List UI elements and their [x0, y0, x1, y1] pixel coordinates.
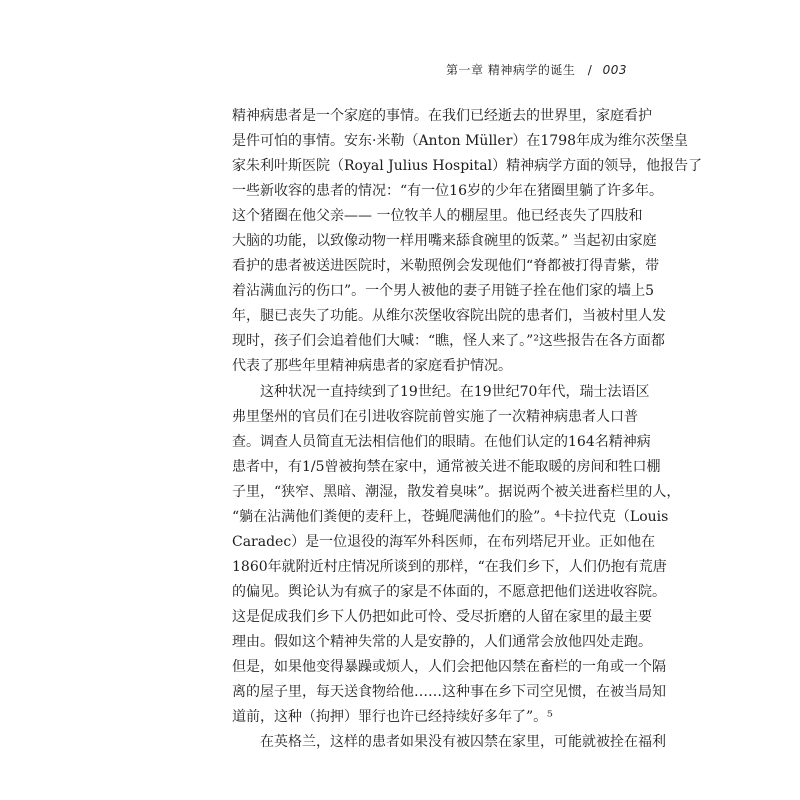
chapter-label: 第一章: [446, 63, 484, 77]
text-line: 精神病患者是一个家庭的事情。在我们已经逝去的世界里，家庭看护: [232, 108, 652, 124]
text-line: 这是促成我们乡下人仍把如此可怜、受尽折磨的人留在家里的最主要: [232, 608, 652, 625]
text-line: 道前，这种（拘押）罪行也许已经持续好多年了”。⁵: [232, 709, 553, 726]
chapter-title: 精神病学的诞生: [487, 63, 576, 77]
text-line: 代表了那些年里精神病患者的家庭看护情况。: [232, 358, 512, 375]
page-number: 003: [602, 63, 627, 77]
text-line: Caradec）是一位退役的海军外科医师，在布列塔尼开业。正如他在: [232, 533, 656, 550]
text-line: 家朱利叶斯医院（Royal Julius Hospital）精神病学方面的领导，他报告了: [232, 158, 703, 175]
text-line: 但是，如果他变得暴躁或烦人，人们会把他囚禁在畜栏的一角或一个隔: [232, 659, 666, 676]
header-separator: /: [587, 63, 593, 77]
body-text: [232, 104, 703, 755]
text-line: 查。调查人员简直无法相信他们的眼睛。在他们认定的164名精神病: [232, 433, 651, 450]
text-line: 的偏见。舆论认为有疯子的家是不体面的，不愿意把他们送进收容院。: [232, 583, 666, 600]
text-line: 弗里堡州的官员们在引进收容院前曾实施了一次精神病患者人口普: [232, 408, 638, 425]
text-line: “躺在沾满他们粪便的麦秆上，苍蝇爬满他们的脸”。⁴卡拉代克（Louis: [232, 508, 669, 525]
text-line: 1860年就附近村庄情况所谈到的那样，“在我们乡下，人们仍抱有荒唐: [232, 558, 667, 575]
running-header: [446, 61, 627, 78]
text-line: 这种状况一直持续到了19世纪。在19世纪70年代，瑞士法语区: [260, 383, 650, 400]
text-line: 着沾满血污的伤口”。一个男人被他的妻子用链子拴在他们家的墙上5: [232, 283, 655, 300]
text-line: 年，腿已丧失了功能。从维尔茨堡收容院出院的患者们，当被村里人发: [232, 308, 666, 325]
text-line: 看护的患者被送进医院时，米勒照例会发现他们“脊都被打得青紫，带: [232, 258, 660, 275]
text-line: 一些新收容的患者的情况：“有一位16岁的少年在猪圈里躺了许多年。: [232, 183, 663, 200]
text-line: 大脑的功能，以致像动物一样用嘴来舔食碗里的饭菜。” 当起初由家庭: [232, 233, 657, 250]
text-line: 在英格兰，这样的患者如果没有被囚禁在家里，可能就被拴在福利: [260, 734, 666, 751]
text-line: 患者中，有1/5曾被拘禁在家中，通常被关进不能取暖的房间和牲口棚: [232, 458, 661, 475]
text-line: 离的屋子里，每天送食物给他……这种事在乡下司空见惯，在被当局知: [232, 684, 666, 701]
text-line: 现时，孩子们会追着他们大喊：“瞧，怪人来了。”²这些报告在各方面都: [232, 333, 665, 350]
text-line: 子里，“狭窄、黑暗、潮湿，散发着臭味”。据说两个被关进畜栏里的人，: [232, 483, 681, 500]
text-line: 这个猪圈在他父亲—— 一位牧羊人的棚屋里。他已经丧失了四肢和: [232, 208, 643, 225]
text-line: 理由。假如这个精神失常的人是安静的，人们通常会放他四处走跑。: [232, 633, 652, 650]
text-line: 是件可怕的事情。安东·米勒（Anton Müller）在1798年成为维尔茨堡皇: [232, 133, 689, 150]
